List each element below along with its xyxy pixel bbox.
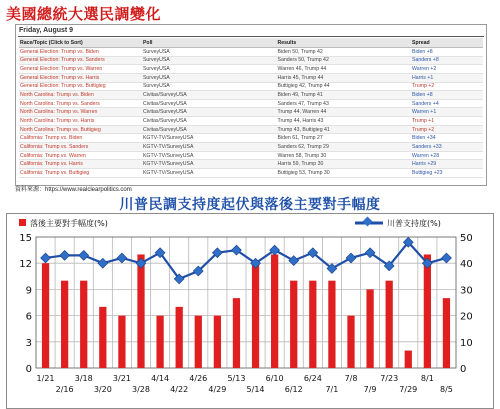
poll-cell: Civitas/SurveyUSA <box>142 91 277 100</box>
spread-cell: Sanders +33 <box>411 143 483 152</box>
y-right-tick-label: 30 <box>460 285 473 297</box>
poll-cell: Civitas/SurveyUSA <box>142 99 277 108</box>
x-tick-label: 3/21 <box>112 374 131 383</box>
bar <box>80 281 87 368</box>
column-header-spread[interactable]: Spread <box>411 38 483 48</box>
y-left-tick-label: 9 <box>25 285 32 297</box>
y-right-tick-label: 10 <box>460 337 473 349</box>
poll-table-panel <box>15 24 487 186</box>
x-tick-label: 7/1 <box>325 385 339 394</box>
line-point <box>117 253 127 263</box>
line-point <box>60 250 70 260</box>
poll-cell: Civitas/SurveyUSA <box>142 117 277 126</box>
y-left-tick-label: 3 <box>25 337 32 349</box>
legend-line-marker <box>363 217 373 227</box>
x-tick-label: 1/21 <box>36 374 55 383</box>
table-row[interactable] <box>19 56 483 65</box>
chart-title: 川普民調支持度起伏與落後主要對手幅度 <box>119 197 381 213</box>
results-cell: Warren 58, Trump 30 <box>277 151 412 160</box>
poll-cell: SurveyUSA <box>142 82 277 91</box>
y-left-tick-label: 15 <box>19 233 32 244</box>
poll-cell: SurveyUSA <box>142 65 277 74</box>
table-row[interactable] <box>19 143 483 152</box>
bar <box>252 263 259 368</box>
results-cell: Trump 44, Harris 43 <box>277 117 412 126</box>
bar <box>328 281 335 368</box>
bar <box>347 316 354 368</box>
x-tick-label: 5/14 <box>246 385 265 394</box>
x-tick-label: 7/9 <box>363 385 377 394</box>
bar <box>443 298 450 368</box>
race-cell: North Carolina: Trump vs. Warren <box>19 108 142 117</box>
line-point <box>442 253 452 263</box>
poll-cell: Civitas/SurveyUSA <box>142 108 277 117</box>
table-row[interactable] <box>19 117 483 126</box>
spread-cell: Sanders +8 <box>411 56 483 65</box>
race-cell: General Election: Trump vs. Buttigieg <box>19 82 142 91</box>
poll-cell: KGTV-TV/SurveyUSA <box>142 151 277 160</box>
column-header-poll[interactable]: Poll <box>142 38 277 48</box>
divider <box>18 36 484 37</box>
line-point <box>79 250 89 260</box>
spread-cell: Harris +1 <box>411 73 483 82</box>
results-cell: Warren 46, Trump 44 <box>277 65 412 74</box>
table-row[interactable] <box>19 151 483 160</box>
poll-cell: KGTV-TV/SurveyUSA <box>142 160 277 169</box>
spread-cell: Sanders +4 <box>411 99 483 108</box>
x-tick-label: 5/13 <box>227 374 246 383</box>
bar <box>99 307 106 368</box>
bar <box>405 351 412 368</box>
race-cell: North Carolina: Trump vs. Sanders <box>19 99 142 108</box>
table-row[interactable] <box>19 99 483 108</box>
race-cell: North Carolina: Trump vs. Biden <box>19 91 142 100</box>
spread-cell: Harris +29 <box>411 160 483 169</box>
bar <box>118 316 125 368</box>
x-tick-label: 7/29 <box>399 385 418 394</box>
column-header-results[interactable]: Results <box>277 38 412 48</box>
bar <box>195 316 202 368</box>
x-tick-label: 8/1 <box>420 374 434 383</box>
race-cell: California: Trump vs. Warren <box>19 151 142 160</box>
line-point <box>346 253 356 263</box>
column-header-race[interactable]: Race/Topic (Click to Sort) <box>19 38 142 48</box>
line-point <box>41 253 51 263</box>
spread-cell: Biden +8 <box>411 91 483 100</box>
chart-frame <box>6 213 494 409</box>
table-row[interactable] <box>19 48 483 57</box>
spread-cell: Warren +1 <box>411 108 483 117</box>
results-cell: Sanders 47, Trump 43 <box>277 99 412 108</box>
x-tick-label: 7/23 <box>380 374 399 383</box>
race-cell: General Election: Trump vs. Sanders <box>19 56 142 65</box>
results-cell: Sanders 62, Trump 29 <box>277 143 412 152</box>
poll-cell: SurveyUSA <box>142 73 277 82</box>
combo-chart <box>7 214 493 408</box>
y-left-tick-label: 12 <box>19 259 32 271</box>
table-header-row <box>19 38 483 48</box>
bar <box>137 254 144 368</box>
legend-line-label: 川普支持度(%) <box>387 219 441 228</box>
y-left-tick-label: 0 <box>25 364 32 375</box>
bar <box>271 254 278 368</box>
x-tick-label: 3/20 <box>93 385 112 394</box>
table-row[interactable] <box>19 108 483 117</box>
race-cell: California: Trump vs. Harris <box>19 160 142 169</box>
race-cell: California: Trump vs. Buttigieg <box>19 168 142 177</box>
spread-cell: Warren +28 <box>411 151 483 160</box>
bar <box>366 289 373 368</box>
y-right-tick-label: 0 <box>460 364 467 375</box>
x-tick-label: 8/5 <box>440 385 453 394</box>
results-cell: Trump 43, Buttigieg 41 <box>277 125 412 134</box>
y-right-tick-label: 50 <box>460 233 473 244</box>
race-cell: North Carolina: Trump vs. Harris <box>19 117 142 126</box>
spread-cell: Warren +2 <box>411 65 483 74</box>
race-cell: General Election: Trump vs. Warren <box>19 65 142 74</box>
legend-bar-label: 落後主要對手幅度(%) <box>30 219 108 228</box>
spread-cell: Trump +1 <box>411 117 483 126</box>
race-cell: General Election: Trump vs. Biden <box>19 48 142 57</box>
bar <box>233 298 240 368</box>
x-tick-label: 3/28 <box>132 385 150 394</box>
legend-bar-swatch <box>19 219 26 226</box>
poll-cell: KGTV-TV/SurveyUSA <box>142 143 277 152</box>
spread-cell: Biden +8 <box>411 48 483 57</box>
bar <box>156 316 163 368</box>
table-row[interactable] <box>19 134 483 143</box>
line-point <box>98 258 108 268</box>
results-cell: Biden 50, Trump 42 <box>277 48 412 57</box>
spread-cell: Trump +2 <box>411 125 483 134</box>
table-row[interactable] <box>19 65 483 74</box>
poll-cell: KGTV-TV/SurveyUSA <box>142 168 277 177</box>
bar <box>61 281 68 368</box>
x-tick-label: 6/24 <box>303 374 322 383</box>
results-cell: Biden 61, Trump 27 <box>277 134 412 143</box>
x-tick-label: 4/29 <box>208 385 227 394</box>
poll-date: Friday, August 9 <box>19 27 74 34</box>
table-row[interactable] <box>19 160 483 169</box>
poll-table <box>19 38 483 178</box>
bar <box>386 281 393 368</box>
poll-cell: SurveyUSA <box>142 48 277 57</box>
x-tick-label: 4/26 <box>189 374 208 383</box>
race-cell: General Election: Trump vs. Harris <box>19 73 142 82</box>
y-left-tick-label: 6 <box>25 311 32 323</box>
x-tick-label: 2/16 <box>55 385 74 394</box>
bar <box>42 263 49 368</box>
results-cell: Trump 44, Warren 44 <box>277 108 412 117</box>
results-cell: Harris 45, Trump 44 <box>277 73 412 82</box>
x-tick-label: 6/12 <box>284 385 303 394</box>
line-point <box>289 256 299 266</box>
results-cell: Buttigieg 42, Trump 44 <box>277 82 412 91</box>
table-row[interactable] <box>19 73 483 82</box>
x-tick-label: 3/18 <box>74 374 93 383</box>
race-cell: California: Trump vs. Sanders <box>19 143 142 152</box>
source-note: 資料來源：https://www.realclearpolitics.com <box>15 187 132 193</box>
race-cell: California: Trump vs. Biden <box>19 134 142 143</box>
poll-cell: KGTV-TV/SurveyUSA <box>142 134 277 143</box>
results-cell: Harris 59, Trump 30 <box>277 160 412 169</box>
results-cell: Buttigieg 53, Trump 30 <box>277 168 412 177</box>
race-cell: North Carolina: Trump vs. Buttigieg <box>19 125 142 134</box>
bar <box>214 316 221 368</box>
table-row[interactable] <box>19 82 483 91</box>
x-tick-label: 4/22 <box>170 385 189 394</box>
results-cell: Biden 49, Trump 41 <box>277 91 412 100</box>
x-tick-label: 4/14 <box>151 374 170 383</box>
poll-cell: Civitas/SurveyUSA <box>142 125 277 134</box>
bar <box>424 254 431 368</box>
results-cell: Sanders 50, Trump 42 <box>277 56 412 65</box>
table-row[interactable] <box>19 91 483 100</box>
x-tick-label: 7/8 <box>344 374 358 383</box>
x-tick-label: 6/10 <box>265 374 284 383</box>
spread-cell: Buttigieg +23 <box>411 168 483 177</box>
bar <box>176 307 183 368</box>
page-title: 美國總統大選民調變化 <box>6 5 162 23</box>
poll-cell: SurveyUSA <box>142 56 277 65</box>
y-right-tick-label: 20 <box>460 311 473 323</box>
y-right-tick-label: 40 <box>460 259 473 271</box>
bar <box>290 281 297 368</box>
table-row[interactable] <box>19 125 483 134</box>
table-row[interactable] <box>19 168 483 177</box>
bar <box>309 281 316 368</box>
spread-cell: Biden +34 <box>411 134 483 143</box>
spread-cell: Trump +2 <box>411 82 483 91</box>
